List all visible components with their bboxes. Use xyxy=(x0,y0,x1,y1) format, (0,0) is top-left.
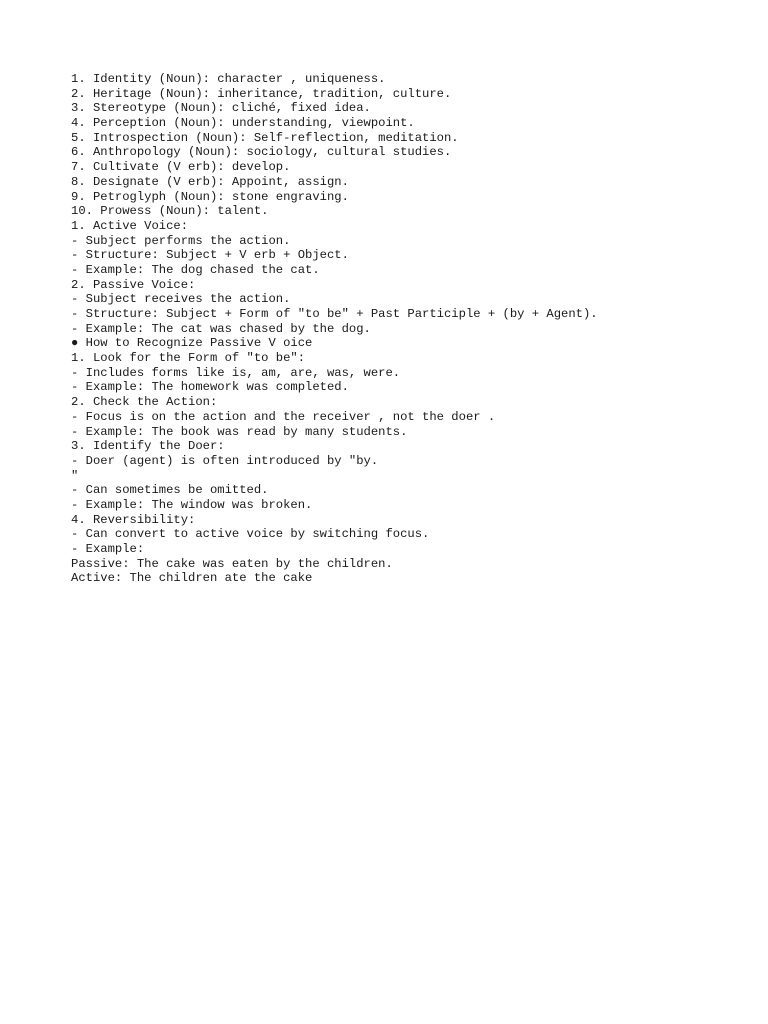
text-line: - Example: xyxy=(71,542,145,556)
document-text xyxy=(71,72,751,586)
text-line: 4. Reversibility: xyxy=(71,512,196,527)
text-line: 3. Stereotype (Noun): cliché, fixed idea. xyxy=(71,101,371,116)
text-line: - Example: The homework was completed. xyxy=(71,380,349,395)
text-line: 2. Heritage (Noun): inheritance, tradition, culture. xyxy=(71,86,452,101)
text-line: - Can convert to active voice by switching focus. xyxy=(71,527,430,542)
text-line: 1. Active Voice: xyxy=(71,218,189,233)
text-line: - Structure: Subject + V erb + Object. xyxy=(71,248,349,263)
text-line: - Example: The book was read by many students. xyxy=(71,424,408,439)
text-line: 1. Look for the Form of "to be": xyxy=(71,351,306,366)
text-line: - Can sometimes be omitted. xyxy=(71,483,269,498)
text-line: - Structure: Subject + Form of "to be" + Past Participle + (by + Agent). xyxy=(71,307,598,321)
text-line: 5. Introspection (Noun): Self-reflection, meditation. xyxy=(71,130,459,145)
text-line: 2. Check the Action: xyxy=(71,395,218,410)
text-line: 3. Identify the Doer: xyxy=(71,439,225,454)
text-line: - Example: The window was broken. xyxy=(71,497,313,512)
text-line: - Focus is on the action and the receiver , not the doer . xyxy=(71,409,496,424)
text-line: 6. Anthropology (Noun): sociology, cultural studies. xyxy=(71,145,452,160)
text-line: 8. Designate (V erb): Appoint, assign. xyxy=(71,174,349,189)
text-line: ● How to Recognize Passive V oice xyxy=(71,336,313,351)
text-line: 10. Prowess (Noun): talent. xyxy=(71,204,269,219)
text-line: Passive: The cake was eaten by the children. xyxy=(71,556,393,571)
text-line: 1. Identity (Noun): character , uniqueness. xyxy=(71,72,386,86)
text-line: Active: The children ate the cake xyxy=(71,571,313,586)
text-line: - Subject receives the action. xyxy=(71,292,291,307)
text-line: 9. Petroglyph (Noun): stone engraving. xyxy=(71,189,349,204)
text-line: 2. Passive Voice: xyxy=(71,277,196,292)
text-line: 7. Cultivate (V erb): develop. xyxy=(71,160,291,175)
text-line: - Doer (agent) is often introduced by "by. xyxy=(71,453,379,468)
text-line: " xyxy=(71,468,79,483)
text-line: - Example: The cat was chased by the dog. xyxy=(71,321,371,336)
text-line: - Example: The dog chased the cat. xyxy=(71,262,320,277)
text-line: - Subject performs the action. xyxy=(71,233,291,248)
text-line: - Includes forms like is, am, are, was, were. xyxy=(71,365,401,380)
text-line: 4. Perception (Noun): understanding, viewpoint. xyxy=(71,116,415,131)
